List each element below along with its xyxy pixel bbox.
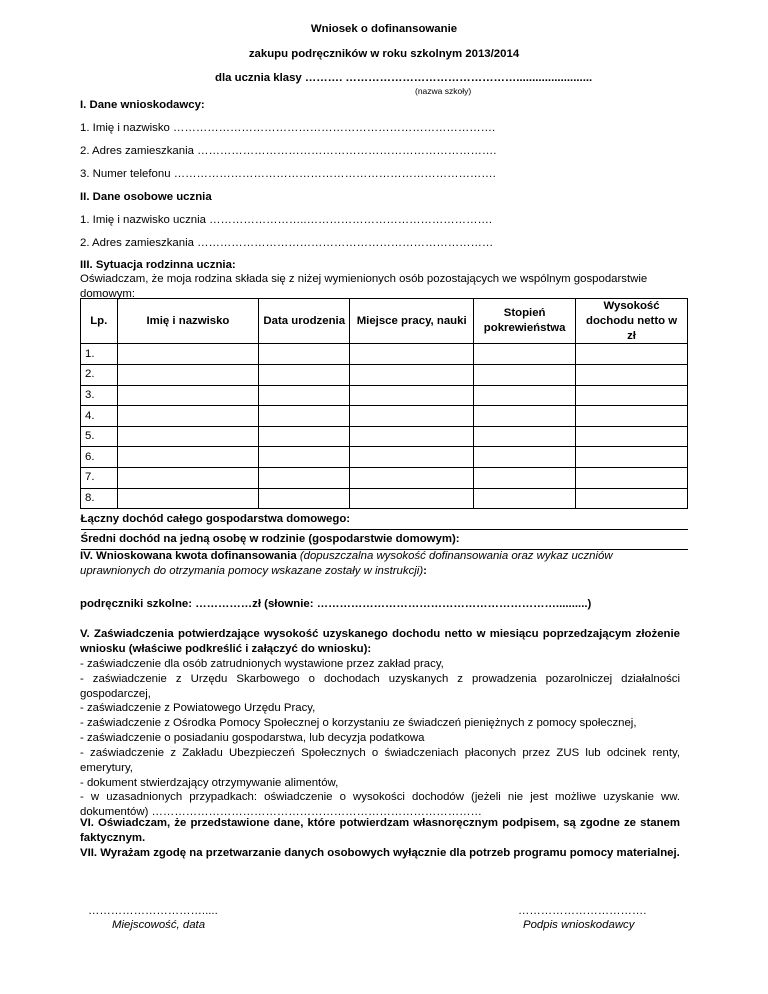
section7-consent: VII. Wyrażam zgodę na przetwarzanie danych osobowych wyłącznie dla potrzeb programu pomocy materialnej.: [80, 847, 680, 859]
table-row[interactable]: [81, 406, 688, 427]
average-income-row[interactable]: [81, 529, 688, 550]
section4-note: (dopuszczalna wysokość dofinansowania oraz wykaz uczniów uprawnionych do otrzymania pomocy wskazane zostały w instrukcji): [80, 550, 613, 577]
table-row[interactable]: [81, 488, 688, 509]
section4-block: [80, 549, 680, 579]
list-item[interactable]: - zaświadczenie z Urzędu Skarbowego o dochodach uzyskanych z prowadzenia pozarolniczej działalności gospodarczej,: [80, 672, 680, 700]
place-date-label: Miejscowość, data: [112, 919, 206, 931]
row-number: 2.: [81, 365, 118, 386]
row-number: 4.: [81, 406, 118, 427]
family-table: [80, 298, 688, 550]
table-row[interactable]: [81, 385, 688, 406]
section3-heading: III. Sytuacja rodzinna ucznia:: [80, 259, 236, 271]
section5-heading: V. Zaświadczenia potwierdzające wysokość uzyskanego dochodu netto w miesiącu poprzedzającym złożenie wniosku (właściwe podkreślić i załączyć do wniosku):: [80, 628, 680, 655]
section2-heading: II. Dane osobowe ucznia: [80, 191, 212, 203]
col-relation: Stopień pokrewieństwa: [474, 299, 576, 344]
list-item[interactable]: - zaświadczenie z Zakładu Ubezpieczeń Społecznych o świadczeniach płaconych przez ZUS lub odcinek renty, emerytury,: [80, 746, 680, 774]
document-title: Wniosek o dofinansowanie: [310, 23, 458, 35]
student-name-field[interactable]: 1. Imię i nazwisko ucznia ……………………..………………………………………….: [80, 214, 493, 226]
section3-intro: Oświadczam, że moja rodzina składa się z niżej wymienionych osób pozostających we wspólnym gospodarstwie domowym:: [80, 273, 648, 300]
col-birthdate: Data urodzenia: [259, 299, 350, 344]
col-workplace: Miejsce pracy, nauki: [350, 299, 474, 344]
signature-field[interactable]: …………………………….: [518, 905, 647, 917]
table-row[interactable]: [81, 365, 688, 386]
row-number: 8.: [81, 488, 118, 509]
certificates-list: [80, 657, 680, 820]
applicant-phone-field[interactable]: 3. Numer telefonu ………………………………………………………………………….: [80, 168, 496, 180]
list-item[interactable]: - zaświadczenie dla osób zatrudnionych wystawione przez zakład pracy,: [80, 658, 444, 670]
row-number: 3.: [81, 385, 118, 406]
row-number: 6.: [81, 447, 118, 468]
school-name-hint: (nazwa szkoły): [415, 86, 472, 96]
list-item[interactable]: - zaświadczenie z Powiatowego Urzędu Pracy,: [80, 702, 316, 715]
table-row[interactable]: [81, 426, 688, 447]
section6-statement: VI. Oświadczam, że przedstawione dane, które potwierdzam własnoręcznym podpisem, są zgodne ze stanem faktycznym.: [80, 817, 680, 844]
table-row[interactable]: [81, 468, 688, 489]
applicant-address-field[interactable]: 2. Adres zamieszkania …………………………………………………………………….: [80, 145, 497, 157]
section4-colon: :: [423, 564, 427, 577]
class-school-line[interactable]: dla ucznia klasy ………. ………………………………………........................: [215, 72, 593, 84]
signature-label: Podpis wnioskodawcy: [523, 919, 635, 931]
col-income: Wysokość dochodu netto w zł: [576, 299, 688, 344]
applicant-name-field[interactable]: 1. Imię i nazwisko ………………………………………………………………………….: [80, 122, 496, 134]
list-item[interactable]: - w uzasadnionych przypadkach: oświadczenie o wysokości dochodów (jeżeli nie jest możliwe uzyskanie ww. dokumentów) ……………………………………………………………………………: [80, 791, 680, 819]
total-income-row[interactable]: [81, 509, 688, 530]
row-number: 1.: [81, 344, 118, 365]
total-income-label: Łączny dochód całego gospodarstwa domowego:: [81, 509, 688, 530]
document-subtitle: zakupu podręczników w roku szkolnym 2013/2014: [248, 48, 520, 60]
average-income-label: Średni dochód na jedną osobę w rodzinie (gospodarstwie domowym):: [81, 529, 688, 550]
table-row[interactable]: [81, 447, 688, 468]
table-row[interactable]: [81, 344, 688, 365]
list-item[interactable]: - zaświadczenie z Ośrodka Pomocy Społecznej o korzystaniu ze świadczeń pieniężnych z pomocy społecznej,: [80, 717, 637, 730]
place-date-field[interactable]: ………………………….....: [88, 905, 218, 917]
row-number: 5.: [81, 426, 118, 447]
textbook-amount-field[interactable]: podręczniki szkolne: ……………zł (słownie: ………………………………………………………..........): [80, 598, 592, 610]
student-address-field[interactable]: 2. Adres zamieszkania ……………………………………………………………………: [80, 237, 494, 249]
section1-heading: I. Dane wnioskodawcy:: [80, 99, 205, 111]
row-number: 7.: [81, 468, 118, 489]
col-name: Imię i nazwisko: [117, 299, 259, 344]
section4-heading: IV. Wnioskowana kwota dofinansowania: [80, 550, 297, 562]
col-lp: Lp.: [81, 299, 118, 344]
list-item[interactable]: - zaświadczenie o posiadaniu gospodarstwa, lub decyzja podatkowa: [80, 732, 425, 745]
family-table-header: [81, 299, 688, 344]
list-item[interactable]: - dokument stwierdzający otrzymywanie alimentów,: [80, 776, 339, 789]
